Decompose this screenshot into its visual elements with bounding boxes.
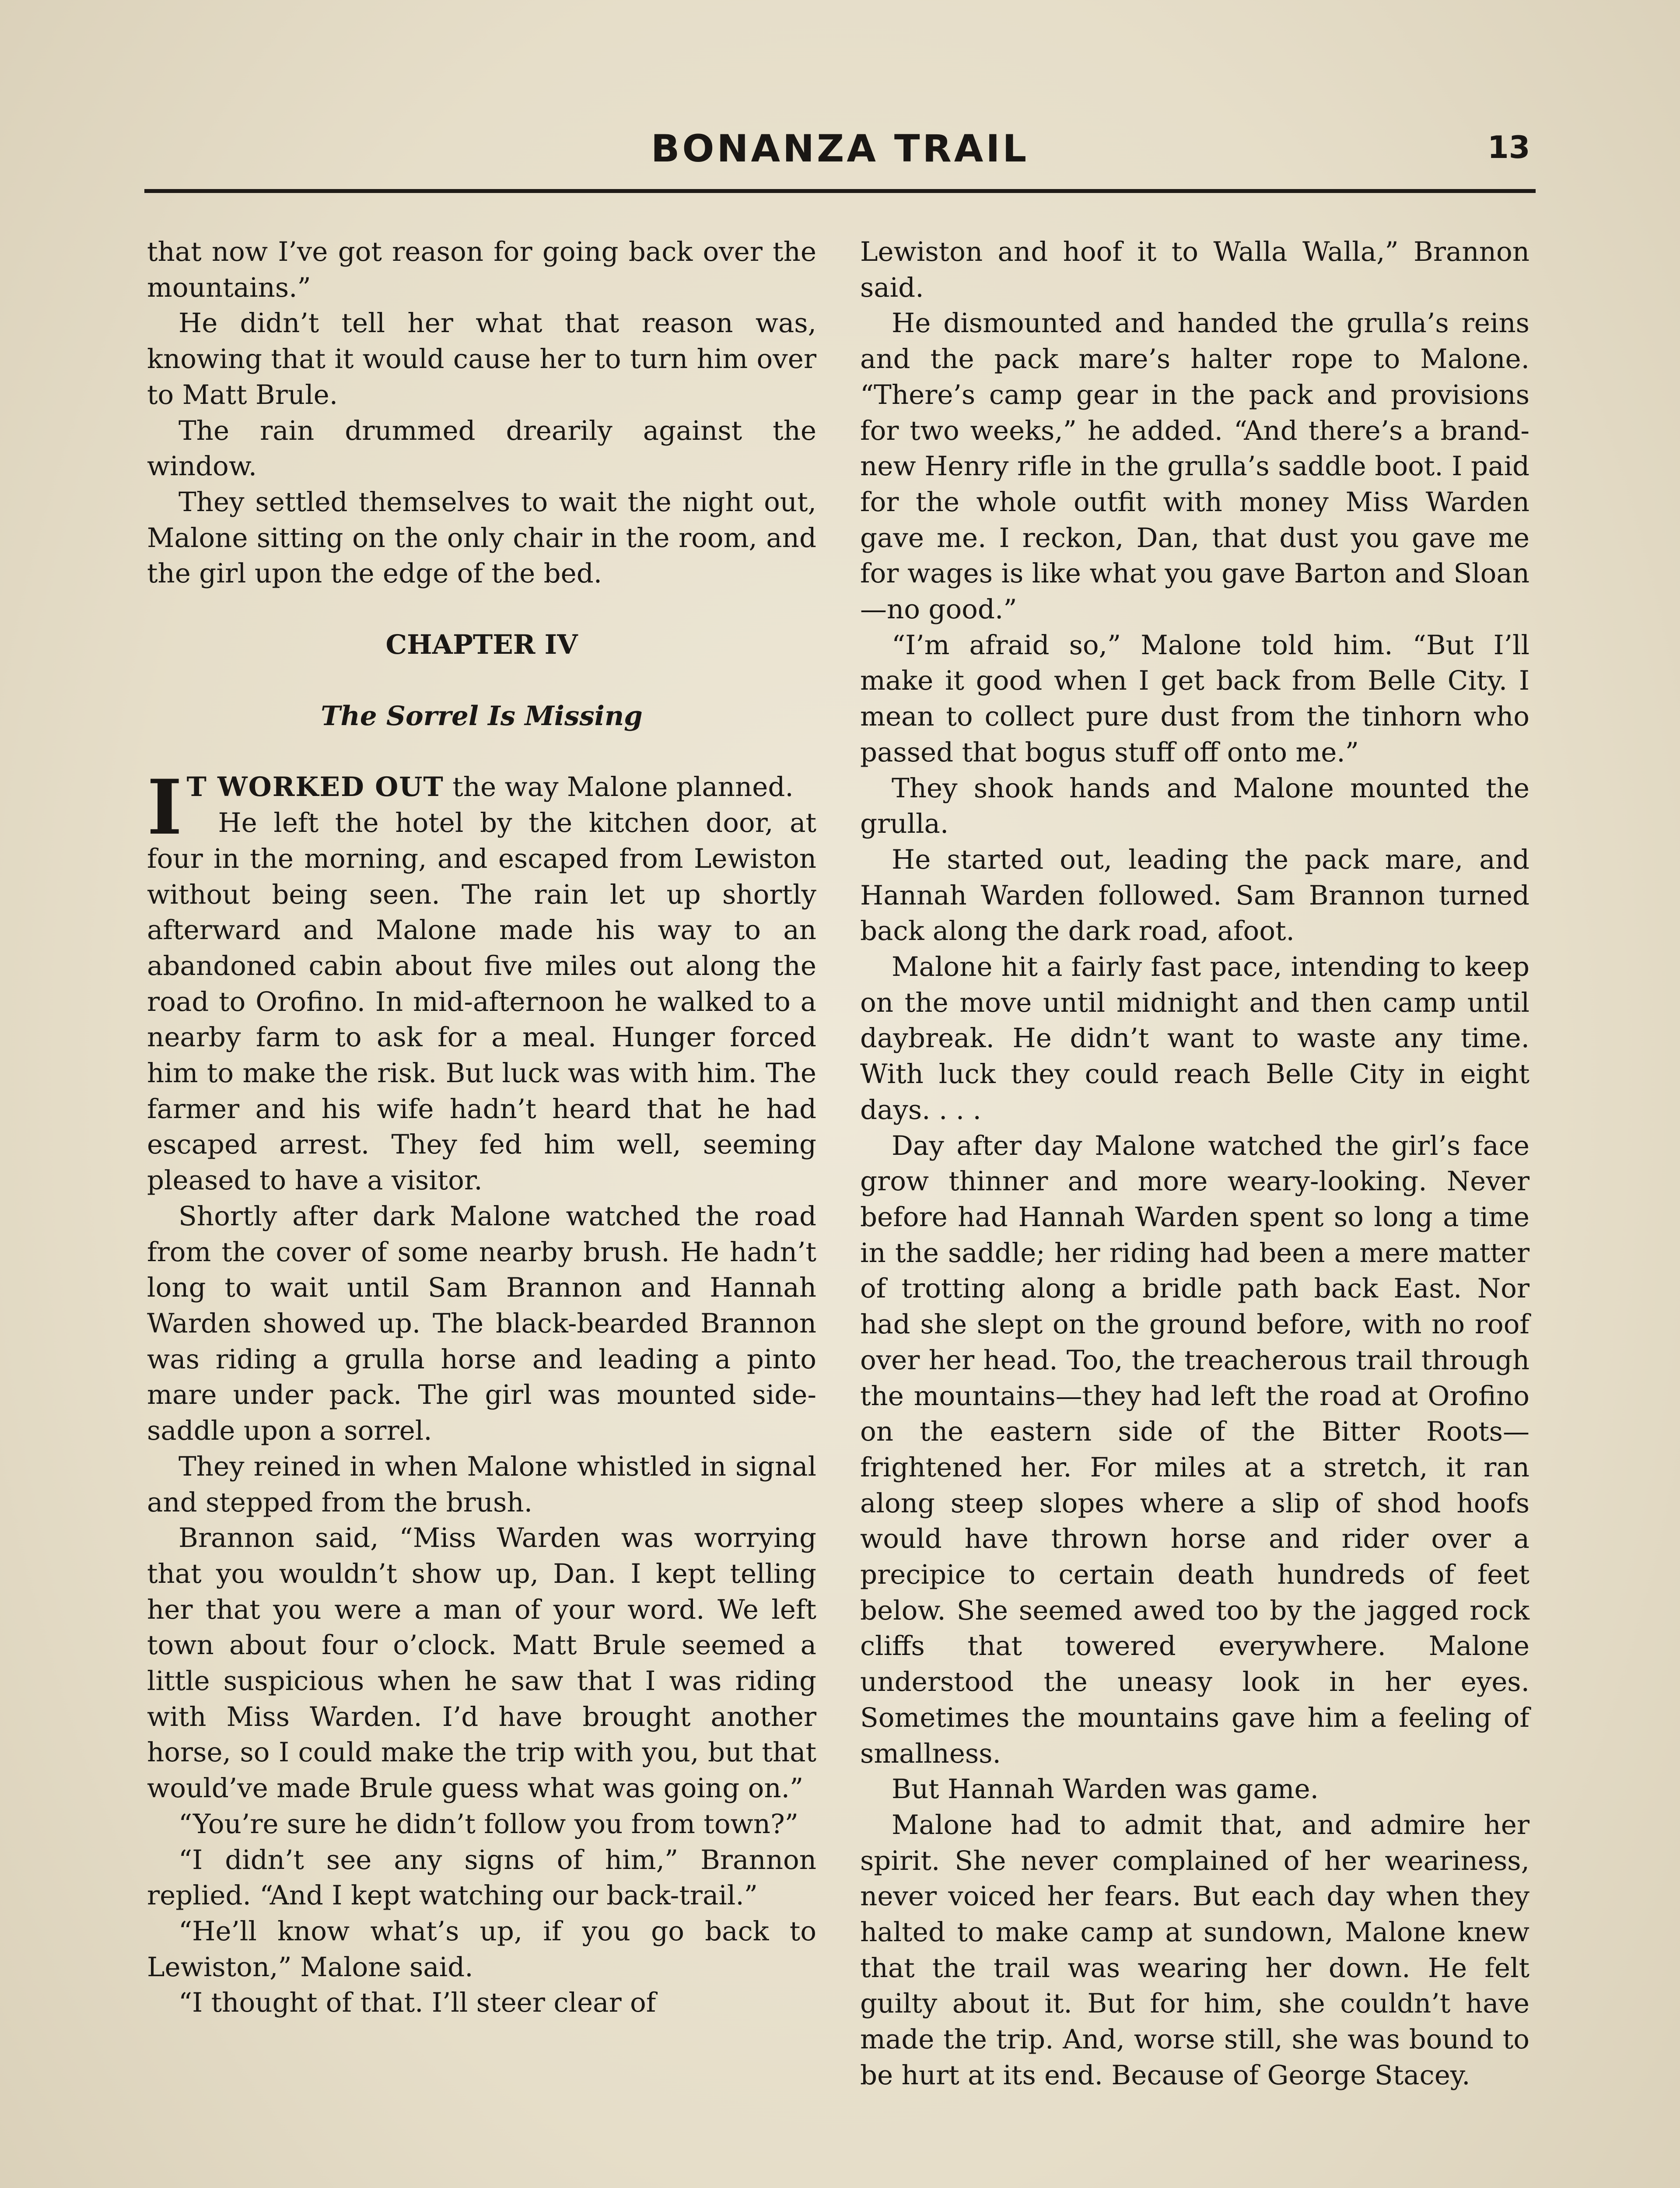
- opening-small-caps: T WORKED OUT: [186, 771, 444, 803]
- page-number: 13: [1488, 130, 1530, 165]
- paragraph: They settled themselves to wait the night out, Malone sitting on the only chair in the room, and the girl upon the edge of the bed.: [147, 486, 816, 589]
- opening-paragraph: [147, 763, 816, 852]
- right-column: [860, 234, 1530, 2093]
- paragraph: “I’m afraid so,” Malone told him. “But I’ll make it good when I get back from Belle City. I mean to collect pure dust from the tinhorn who passed that bogus stuff off onto me.”: [860, 629, 1530, 768]
- paragraph: He didn’t tell her what that reason was, knowing that it would cause her to turn him over to Matt Brule.: [147, 308, 816, 410]
- chapter-opening: [147, 763, 816, 852]
- opening-text: the way Malone planned.: [444, 771, 794, 803]
- paragraph: Day after day Malone watched the girl’s face grow thinner and more weary-looking. Never before had Hannah Warden spent so long a time in the saddle; her riding had been a mere matter of trotting along a bridle path back East. Nor had she slept on the ground before, with no roof over her head. Too, the treacherous trail through the mountains—they had left the road at Orofino on the eastern side of the Bitter Roots—frightened her. For miles at a stretch, it ran along steep slopes where a slip of shod hoofs would have thrown horse and rider over a precipice to certain death hundreds of feet below. She seemed awed too by the jagged rock cliffs that towered everywhere. Malone understood the uneasy look in her eyes. Sometimes the mountains gave him a feeling of smallness.: [860, 1130, 1530, 1769]
- paragraph: They shook hands and Malone mounted the grulla.: [860, 772, 1530, 840]
- paragraph: “I thought of that. I’ll steer clear of: [178, 1987, 656, 2019]
- paragraph: Shortly after dark Malone watched the road from the cover of some nearby brush. He hadn’t long to wait until Sam Brannon and Hannah Warden showed up. The black-bearded Brannon was riding a grulla horse and leading a pinto mare under pack. The girl was mounted side-saddle upon a sorrel.: [147, 1200, 816, 1447]
- paragraph: He started out, leading the pack mare, and Hannah Warden followed. Sam Brannon turned back along the dark road, afoot.: [860, 844, 1530, 947]
- paragraph: Malone hit a fairly fast pace, intending to keep on the move until midnight and then camp until daybreak. He didn’t want to waste any time. With luck they could reach Belle City in eight days. . . .: [860, 951, 1530, 1126]
- header-rule: [144, 189, 1536, 193]
- left-column: [147, 234, 816, 2021]
- paragraph: But Hannah Warden was game.: [892, 1774, 1319, 1805]
- drop-cap: I: [147, 763, 182, 852]
- paragraph: He left the hotel by the kitchen door, at four in the morning, and escaped from Lewiston without being seen. The rain let up shortly afterward and Malone made his way to an abandoned cabin about five miles out along the road to Orofino. In mid-afternoon he walked to a nearby farm to ask for a meal. Hunger forced him to make the risk. But luck was with him. The farmer and his wife hadn’t heard that he had escaped arrest. They fed him well, seeming pleased to have a visitor.: [147, 807, 816, 1196]
- paragraph: Malone had to admit that, and admire her spirit. She never complained of her weariness, never voiced her fears. But each day when they halted to make camp at sundown, Malone knew that the trail was wearing her down. He felt guilty about it. But for him, she couldn’t have made the trip. And, worse still, she was bound to be hurt at its end. Because of George Stacey.: [860, 1809, 1530, 2091]
- paragraph: The rain drummed drearily against the window.: [147, 415, 816, 482]
- paragraph: Lewiston and hoof it to Walla Walla,” Brannon said.: [860, 236, 1530, 303]
- paragraph: Brannon said, “Miss Warden was worrying that you wouldn’t show up, Dan. I kept telling her that you were a man of your word. We left town about four o’clock. Matt Brule seemed a little suspicious when he saw that I was riding with Miss Warden. I’d have brought another horse, so I could make the trip with you, but that would’ve made Brule guess what was going on.”: [147, 1522, 816, 1804]
- paragraph: He dismounted and handed the grulla’s reins and the pack mare’s halter rope to Malone. “There’s camp gear in the pack and provisions for two weeks,” he added. “And there’s a brand-new Henry rifle in the grulla’s saddle boot. I paid for the whole outfit with money Miss Warden gave me. I reckon, Dan, that dust you gave me for wages is like what you gave Barton and Sloan—no good.”: [860, 308, 1530, 625]
- chapter-heading: CHAPTER IV: [385, 629, 578, 661]
- paragraph: They reined in when Malone whistled in signal and stepped from the brush.: [147, 1451, 816, 1518]
- paragraph: “You’re sure he didn’t follow you from town?”: [178, 1808, 798, 1840]
- paragraph: “He’ll know what’s up, if you go back to Lewiston,” Malone said.: [147, 1915, 816, 1983]
- paragraph: “I didn’t see any signs of him,” Brannon replied. “And I kept watching our back-trail.”: [147, 1844, 816, 1911]
- paragraph: that now I’ve got reason for going back over the mountains.”: [147, 236, 816, 303]
- chapter-subtitle: The Sorrel Is Missing: [321, 700, 643, 732]
- running-header-title: BONANZA TRAIL: [651, 127, 1029, 171]
